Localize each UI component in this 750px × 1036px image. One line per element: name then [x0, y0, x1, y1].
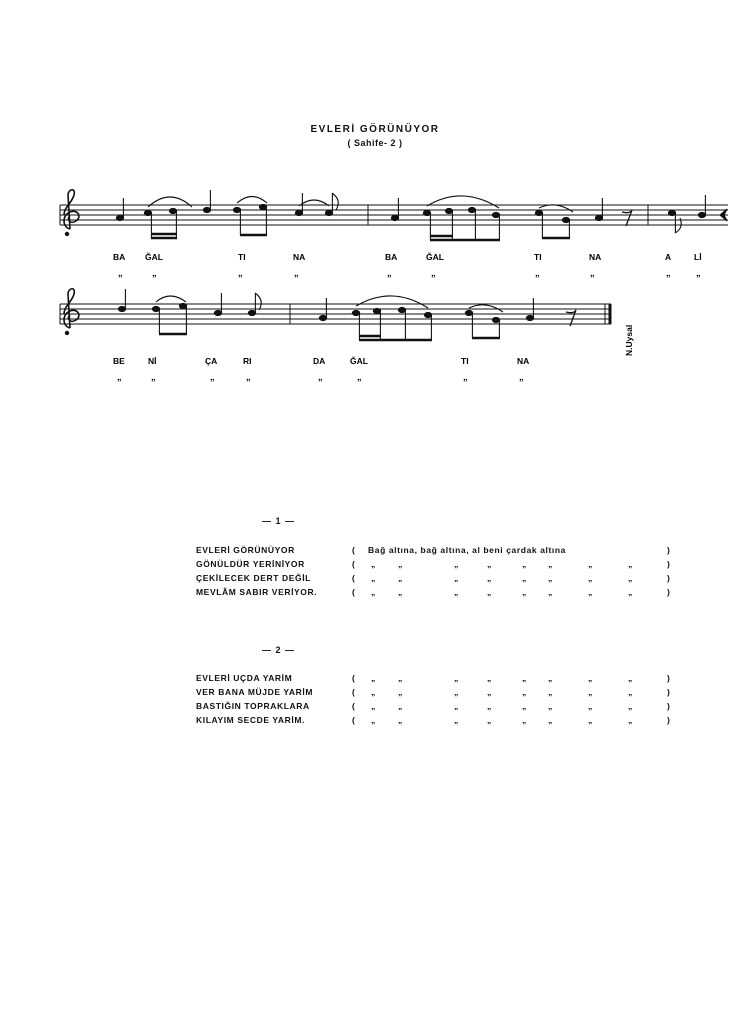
- ditto-mark: „: [454, 587, 459, 597]
- staff-1-ditto: „: [535, 268, 540, 278]
- paren-close: ): [667, 545, 671, 555]
- ditto-mark: „: [398, 715, 403, 725]
- paren-close: ): [667, 715, 671, 725]
- staff-1-ditto: „: [590, 268, 595, 278]
- ditto-mark: „: [548, 687, 553, 697]
- staff-2-syllable: ĞAL: [350, 356, 368, 366]
- ditto-mark: „: [454, 701, 459, 711]
- ditto-mark: „: [522, 687, 527, 697]
- verse-line-text: GÖNÜLDÜR YERİNİYOR: [196, 559, 305, 569]
- ditto-mark: „: [487, 673, 492, 683]
- ditto-mark: „: [454, 559, 459, 569]
- paren-close: ): [667, 673, 671, 683]
- verse-line-text: MEVLÂM SABIR VERİYOR.: [196, 587, 318, 597]
- ditto-mark: „: [454, 715, 459, 725]
- ditto-mark: „: [487, 701, 492, 711]
- staff-2-syllable: TI: [461, 356, 469, 366]
- ditto-mark: „: [487, 587, 492, 597]
- paren-close: ): [667, 687, 671, 697]
- paren-open: (: [352, 715, 356, 725]
- ditto-mark: „: [487, 715, 492, 725]
- staff-1-syllable: NA: [293, 252, 306, 262]
- paren-close: ): [667, 587, 671, 597]
- paren-close: ): [667, 559, 671, 569]
- ditto-mark: „: [398, 587, 403, 597]
- staff-1-ditto: „: [118, 268, 123, 278]
- staff-2-ditto: „: [246, 372, 251, 382]
- ditto-mark: „: [628, 701, 633, 711]
- paren-open: (: [352, 573, 356, 583]
- staff-2-syllable: BE: [113, 356, 125, 366]
- staff-2-syllable: Nİ: [148, 356, 157, 366]
- staff-1-syllable: ĞAL: [145, 252, 163, 262]
- ditto-mark: „: [371, 701, 376, 711]
- staff-1-syllable: BA: [113, 252, 126, 262]
- ditto-mark: „: [454, 673, 459, 683]
- staff-1-syllable: NA: [589, 252, 602, 262]
- paren-open: (: [352, 701, 356, 711]
- staff-2-syllable: RI: [243, 356, 252, 366]
- staff-1-ditto: „: [152, 268, 157, 278]
- ditto-mark: „: [371, 673, 376, 683]
- ditto-mark: „: [487, 687, 492, 697]
- staff-1-syllable: TI: [534, 252, 542, 262]
- signature: N.Uysal: [624, 324, 634, 356]
- staff-1-syllable: BA: [385, 252, 398, 262]
- ditto-mark: „: [628, 587, 633, 597]
- ditto-mark: „: [371, 687, 376, 697]
- paren-close: ): [667, 701, 671, 711]
- chorus-text: Bağ altına, bağ altına, al beni çardak altına: [368, 545, 566, 555]
- staff-1-syllable: Lİ: [694, 252, 702, 262]
- verse-line-text: ÇEKİLECEK DERT DEĞİL: [196, 573, 311, 583]
- ditto-mark: „: [628, 573, 633, 583]
- ditto-mark: „: [371, 559, 376, 569]
- ditto-mark: „: [628, 559, 633, 569]
- staff-2-ditto: „: [151, 372, 156, 382]
- ditto-mark: „: [628, 715, 633, 725]
- staff-1-ditto: „: [431, 268, 436, 278]
- ditto-mark: „: [588, 587, 593, 597]
- staff-1-syllables: [113, 251, 702, 262]
- verse-line-text: EVLERİ UÇDA YARİM: [196, 673, 293, 683]
- ditto-mark: „: [588, 701, 593, 711]
- ditto-mark: „: [487, 559, 492, 569]
- song-title: EVLERİ GÖRÜNÜYOR: [310, 124, 440, 135]
- paren-open: (: [352, 673, 356, 683]
- ditto-mark: „: [398, 701, 403, 711]
- staff-2-syllable: DA: [313, 356, 326, 366]
- verse-line-text: EVLERİ GÖRÜNÜYOR: [196, 545, 295, 555]
- staff-1-ditto: „: [294, 268, 299, 278]
- paren-close: ): [667, 573, 671, 583]
- staff-1-syllable: ĞAL: [426, 252, 444, 262]
- paren-open: (: [352, 545, 356, 555]
- paren-open: (: [352, 687, 356, 697]
- staff-2-ditto: „: [357, 372, 362, 382]
- ditto-mark: „: [487, 573, 492, 583]
- staff-2-syllables: [113, 355, 529, 366]
- staff-2-ditto: „: [519, 372, 524, 382]
- staff-1-dittos: [118, 268, 701, 278]
- ditto-mark: „: [398, 573, 403, 583]
- ditto-mark: „: [628, 687, 633, 697]
- staff-1-ditto: „: [238, 268, 243, 278]
- ditto-mark: „: [588, 573, 593, 583]
- staff-2-ditto: „: [117, 372, 122, 382]
- ditto-mark: „: [548, 573, 553, 583]
- staff-1-ditto: „: [387, 268, 392, 278]
- verse-line-text: VER BANA MÜJDE YARİM: [196, 687, 314, 697]
- ditto-mark: „: [548, 559, 553, 569]
- staff-1-ditto: „: [696, 268, 701, 278]
- verse-2-heading: — 2 —: [262, 645, 296, 655]
- staff-2-ditto: „: [318, 372, 323, 382]
- ditto-mark: „: [628, 673, 633, 683]
- staff-1-ditto: „: [666, 268, 671, 278]
- staff-2-ditto: „: [463, 372, 468, 382]
- treble-clef-icon: [64, 289, 79, 335]
- ditto-mark: „: [398, 687, 403, 697]
- staff-1-syllable: A: [665, 252, 672, 262]
- ditto-mark: „: [522, 559, 527, 569]
- ditto-mark: „: [454, 687, 459, 697]
- verse-line-text: BASTIĞIN TOPRAKLARA: [196, 701, 310, 711]
- staff-2: [60, 304, 611, 324]
- ditto-mark: „: [371, 715, 376, 725]
- ditto-mark: „: [588, 687, 593, 697]
- ditto-mark: „: [454, 573, 459, 583]
- paren-open: (: [352, 559, 356, 569]
- ditto-mark: „: [548, 701, 553, 711]
- ditto-mark: „: [548, 715, 553, 725]
- staff-2-syllable: ÇA: [205, 356, 218, 366]
- staff-2-dittos: [117, 372, 524, 382]
- ditto-mark: „: [548, 587, 553, 597]
- staff-2-syllable: NA: [517, 356, 530, 366]
- ditto-mark: „: [522, 701, 527, 711]
- staff-1-syllable: TI: [238, 252, 246, 262]
- page-note: ( Sahife- 2 ): [347, 138, 403, 148]
- verse-1-heading: — 1 —: [262, 516, 296, 526]
- ditto-mark: „: [522, 573, 527, 583]
- ditto-mark: „: [588, 559, 593, 569]
- ditto-mark: „: [522, 715, 527, 725]
- treble-clef-icon: [64, 190, 79, 236]
- ditto-mark: „: [398, 673, 403, 683]
- paren-open: (: [352, 587, 356, 597]
- ditto-mark: „: [522, 587, 527, 597]
- ditto-mark: „: [522, 673, 527, 683]
- staff-2-ditto: „: [210, 372, 215, 382]
- ditto-mark: „: [398, 559, 403, 569]
- ditto-mark: „: [548, 673, 553, 683]
- ditto-mark: „: [588, 673, 593, 683]
- ditto-mark: „: [371, 573, 376, 583]
- verse-line-text: KILAYIM SECDE YARİM.: [196, 715, 305, 725]
- ditto-mark: „: [371, 587, 376, 597]
- ditto-mark: „: [588, 715, 593, 725]
